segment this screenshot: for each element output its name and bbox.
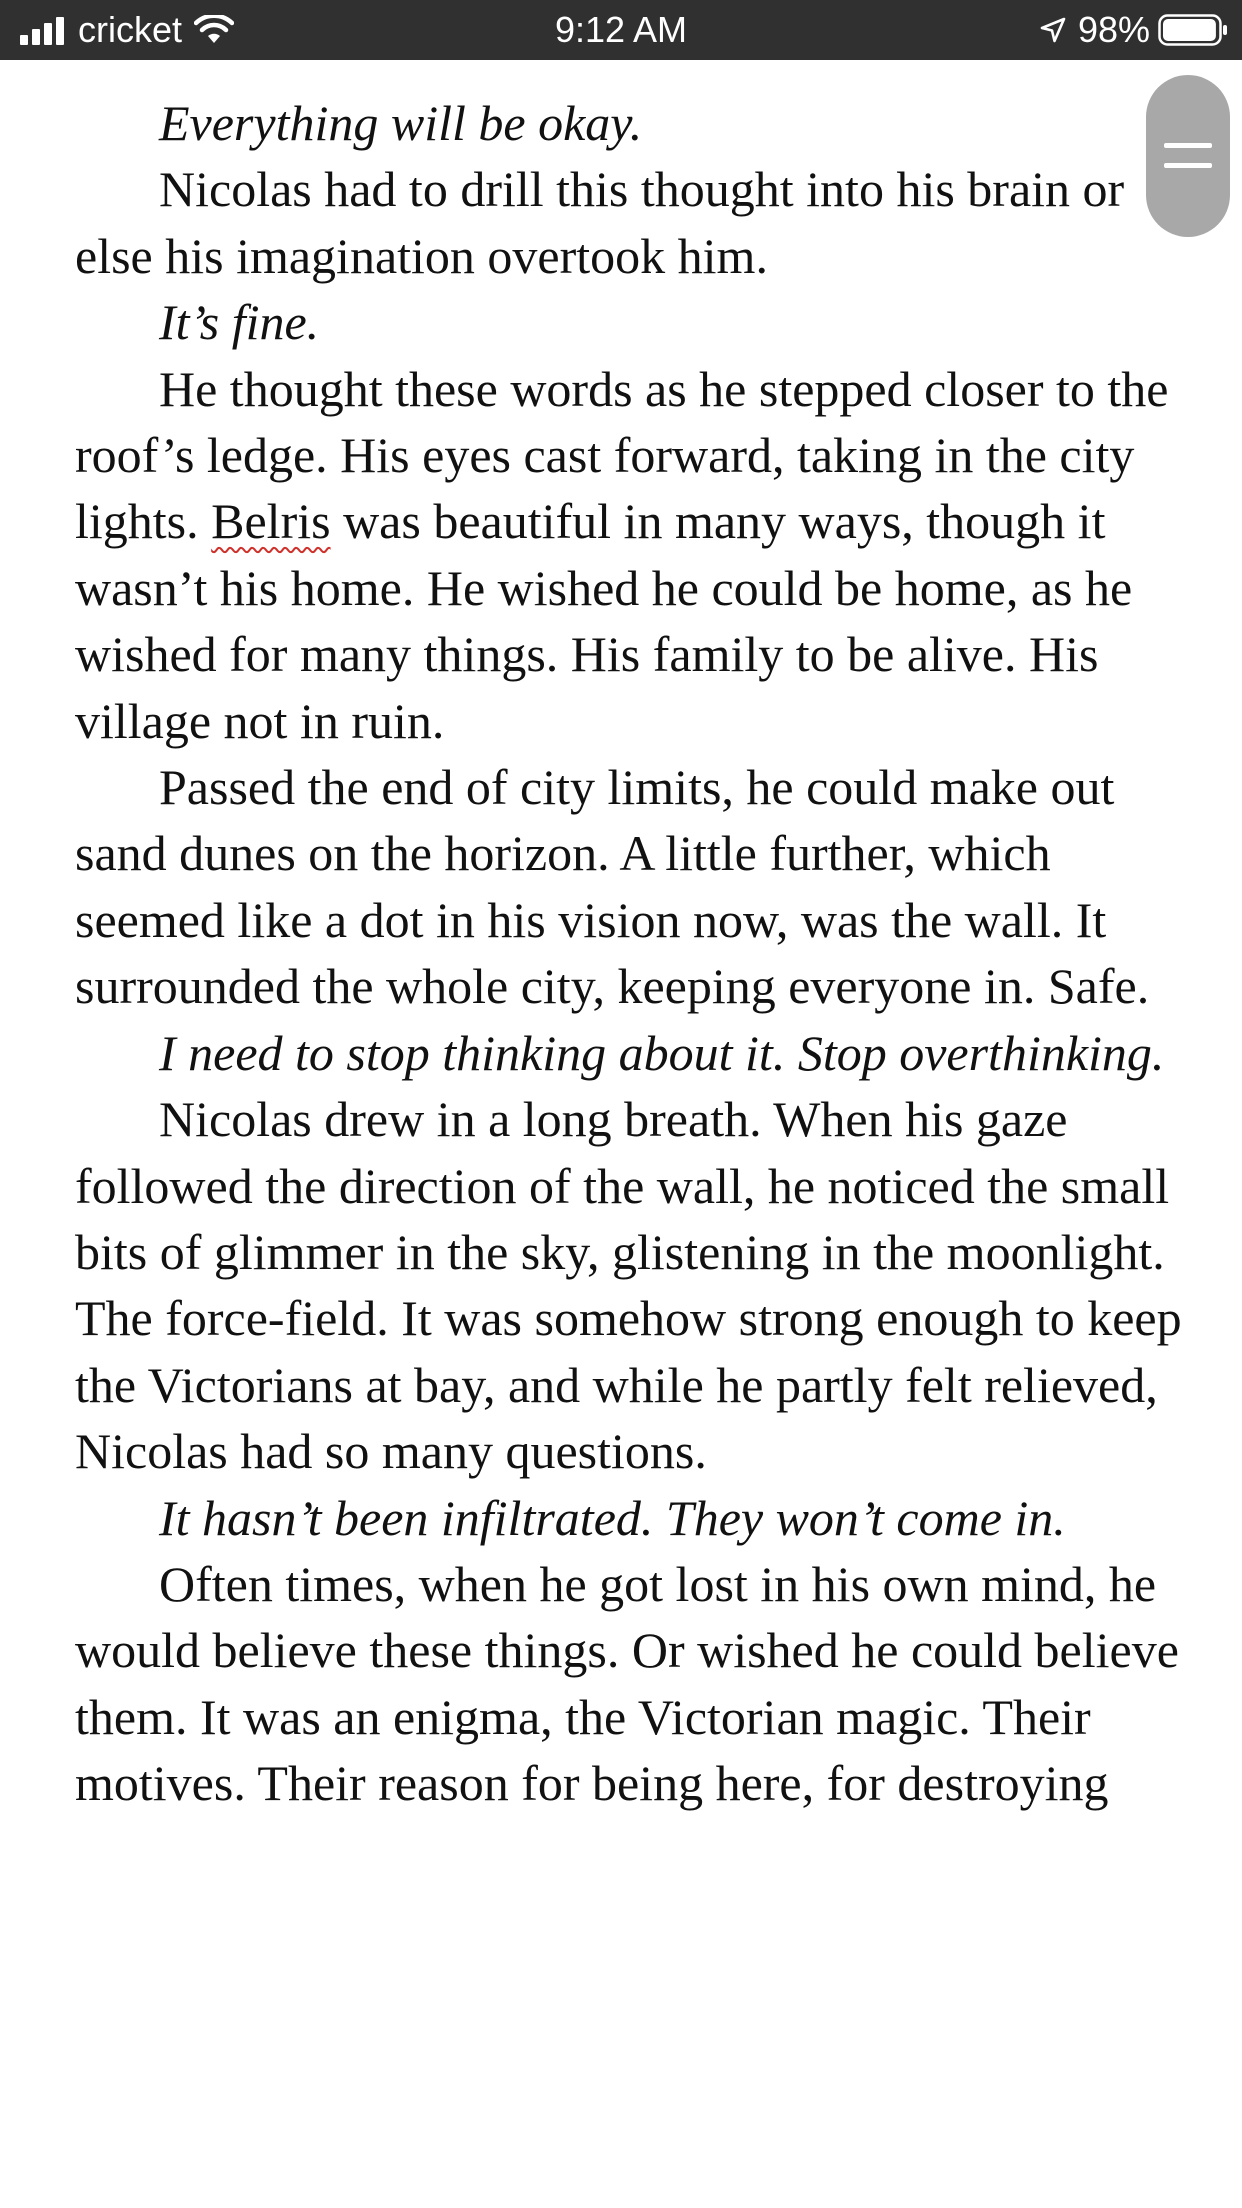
body-paragraph: Often times, when he got lost in his own mind, he would believe these things. Or wished he could believe them. It was an enigma, the Victorian magic. Their motives. Their reason for being here, for destroying [75,1555,1179,1812]
body-paragraph [75,356,1185,754]
battery-percentage: 98% [1077,9,1150,50]
status-time: 9:12 AM [554,9,688,50]
document-body [75,90,1185,1817]
paragraph-text: He thought these words as he stepped closer to the roof’s ledge. His eyes cast forward, taking in the city lights. [75,360,1169,550]
body-paragraph: Passed the end of city limits, he could make out sand dunes on the horizon. A little further, which seemed like a dot in his vision now, was the wall. It surrounded the whole city, keeping everyone in. Safe. [75,759,1150,1015]
status-right [1038,8,1228,52]
drag-handle-icon [1164,163,1212,168]
spellcheck-flagged-word[interactable]: Belris [211,493,331,550]
body-paragraph: Nicolas drew in a long breath. When his gaze followed the direction of the wall, he noticed the small bits of glimmer in the sky, glistening in the moonlight. The force-field. It was somehow strong enough to keep the Victorians at bay, and while he partly felt relieved, Nicolas had so many questions. [75,1091,1182,1480]
scroll-thumb[interactable] [1146,75,1230,237]
italic-thought-paragraph: I need to stop thinking about it. Stop overthinking. [159,1024,1165,1081]
italic-thought-paragraph: Everything will be okay. [159,95,643,151]
location-arrow-icon [1038,15,1068,45]
battery-level-fill [1163,19,1216,41]
italic-thought-paragraph: It hasn’t been infiltrated. They won’t come in. [159,1489,1066,1546]
drag-handle-icon [1164,143,1212,148]
battery-icon [1158,14,1228,46]
paragraph-text: was beautiful in many ways, though it wasn’t his home. He wished he could be home, as he wished for many things. His family to be alive. His village not in ruin. [75,493,1133,749]
italic-thought-paragraph: It’s fine. [159,294,320,351]
status-bar [0,0,1242,60]
body-paragraph: Nicolas had to drill this thought into his brain or else his imagination overtook him. [75,161,1125,284]
carrier-name: cricket [78,9,183,50]
